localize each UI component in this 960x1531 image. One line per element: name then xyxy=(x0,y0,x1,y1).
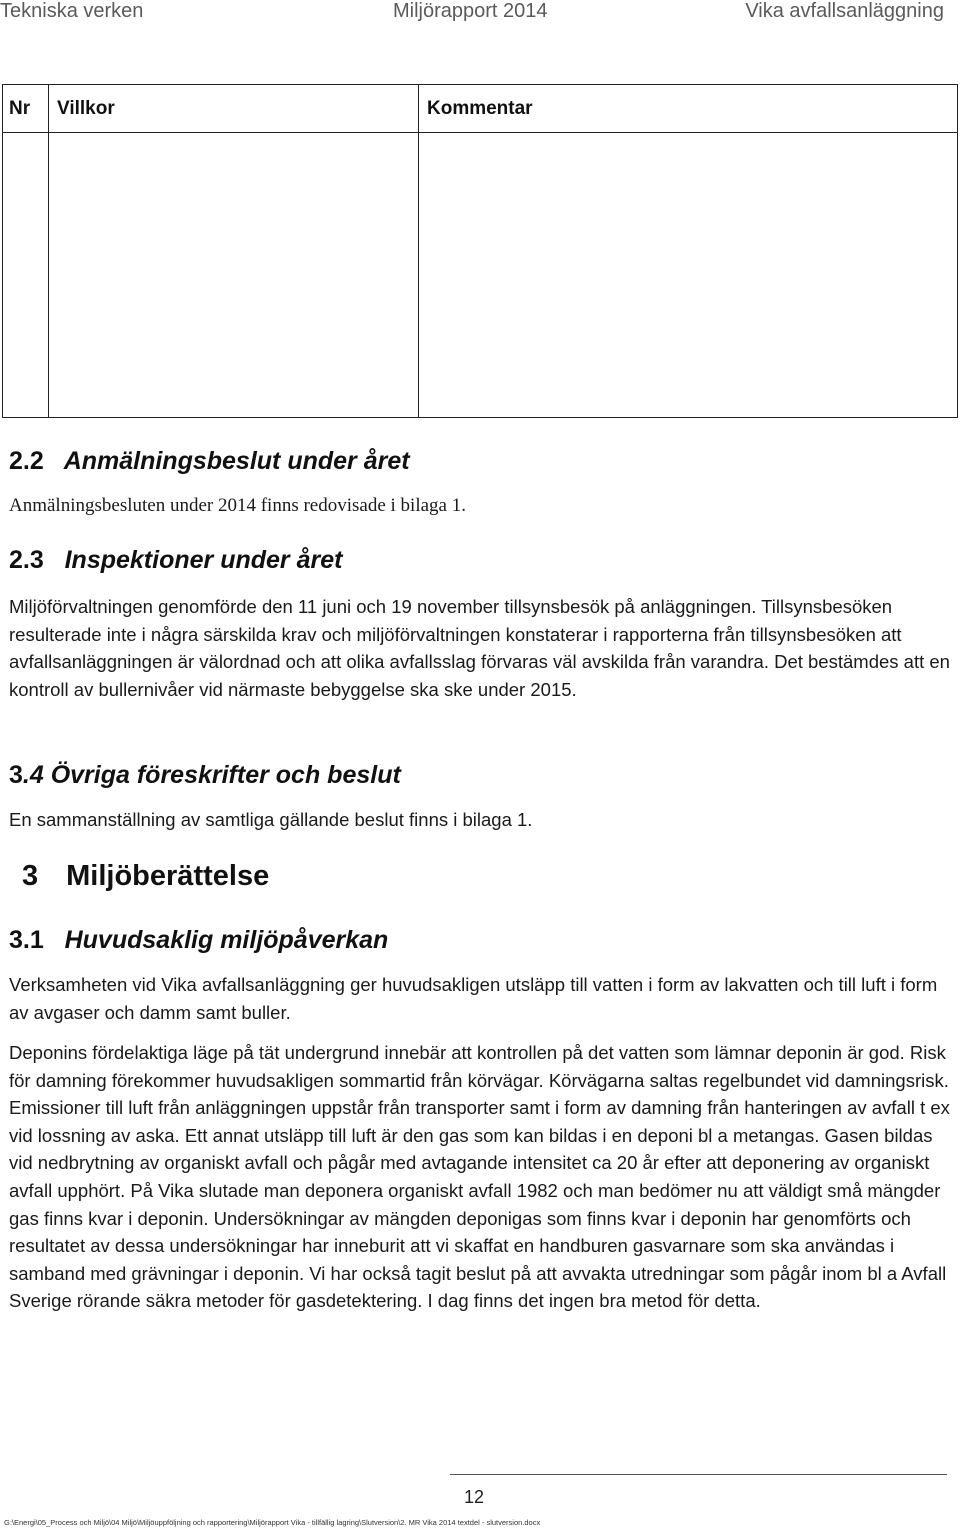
heading-2-2-number: 2.2 xyxy=(9,447,44,475)
heading-2-3 xyxy=(9,546,342,575)
table-divider-villkor xyxy=(418,85,419,417)
conditions-table xyxy=(2,84,958,418)
table-divider-nr xyxy=(48,85,49,417)
heading-2-2-title: Anmälningsbeslut under året xyxy=(63,447,410,475)
footer-divider xyxy=(450,1474,947,1475)
heading-3-4-title: .4 Övriga föreskrifter och beslut xyxy=(22,761,401,789)
header-report-title: Miljörapport 2014 xyxy=(393,0,548,22)
heading-3 xyxy=(22,860,269,893)
page-number: 12 xyxy=(464,1487,485,1507)
section-3-1-paragraph-2: Deponins fördelaktiga läge på tät undergrund innebär att kontrollen på det vatten som lämnar deponin är god. Risk för damning förekommer huvudsakligen sommartid från körvägar. Körvägarna saltas regelbundet vid damningsrisk. Emissioner till luft från anläggningen uppstår från transporter samt i form av damning från hanteringen av avfall t ex vid lossning av aska. Ett annat utsläpp till luft är den gas som kan bildas i en deponi bl a metangas. Gasen bildas vid nedbrytning av organiskt avfall och pågår med avtagande intensitet ca 20 år efter att deponering av organiskt avfall upphört. På Vika slutade man deponera organiskt avfall 1982 och man bedömer nu att väldigt små mängder gas finns kvar i deponin. Undersökningar av mängden deponigas som finns kvar i deponin har genomförts och resultatet av dessa undersökningar har inneburit att vi skaffat en handburen gasvarnare som ska användas i samband med grävningar i deponin. Vi har också tagit beslut på att avvakta utredningar som pågår inom bl a Avfall Sverige rörande säkra metoder för gasdetektering. I dag finns det ingen bra metod för detta. xyxy=(9,1042,950,1312)
section-3-1-paragraph-1: Verksamheten vid Vika avfallsanläggning ger huvudsakligen utsläpp till vatten i form av lakvatten och till luft i form av avgaser och damm samt buller. xyxy=(9,974,938,1023)
header-company: Tekniska verken xyxy=(0,0,144,22)
heading-2-3-title: Inspektioner under året xyxy=(64,546,343,574)
heading-2-2 xyxy=(9,447,410,476)
heading-3-1-title: Huvudsaklig miljöpåverkan xyxy=(64,926,389,954)
table-header-kommentar: Kommentar xyxy=(427,98,533,119)
heading-3-1-number: 3.1 xyxy=(9,926,44,954)
page-header xyxy=(0,0,960,26)
table-header-villkor: Villkor xyxy=(57,98,115,119)
footer-file-path: G:\Energi\05_Process och Miljö\04 Miljö\Miljöuppföljning och rapportering\Miljörapport Vika - tillfällig lagring\Slutversion\2. MR Vika 2014 textdel - slutversion.docx xyxy=(4,1518,541,1527)
heading-2-3-number: 2.3 xyxy=(9,546,44,574)
section-3-4-text: En sammanställning av samtliga gällande beslut finns i bilaga 1. xyxy=(9,809,533,830)
table-header-row xyxy=(3,85,957,133)
heading-3-4 xyxy=(9,761,401,790)
heading-3-1 xyxy=(9,926,388,955)
table-header-nr: Nr xyxy=(9,98,31,119)
heading-3-number: 3 xyxy=(22,860,39,892)
section-2-3-text: Miljöförvaltningen genomförde den 11 juni och 19 november tillsynsbesök på anläggningen. Tillsynsbesöken resulterade inte i några särskilda krav och miljöförvaltningen konstaterar i rapporterna från tillsynsbesöken att avfallsanläggningen är välordnad och att olika avfallsslag förvaras väl avskilda från varandra. Det bestämdes att en kontroll av bullernivåer vid närmaste bebyggelse ska ske under 2015. xyxy=(9,596,950,700)
section-2-2-text: Anmälningsbesluten under 2014 finns redovisade i bilaga 1. xyxy=(9,495,466,516)
heading-3-4-number: 3 xyxy=(9,761,23,789)
header-site-name: Vika avfallsanläggning xyxy=(745,0,944,22)
heading-3-title: Miljöberättelse xyxy=(66,860,270,892)
